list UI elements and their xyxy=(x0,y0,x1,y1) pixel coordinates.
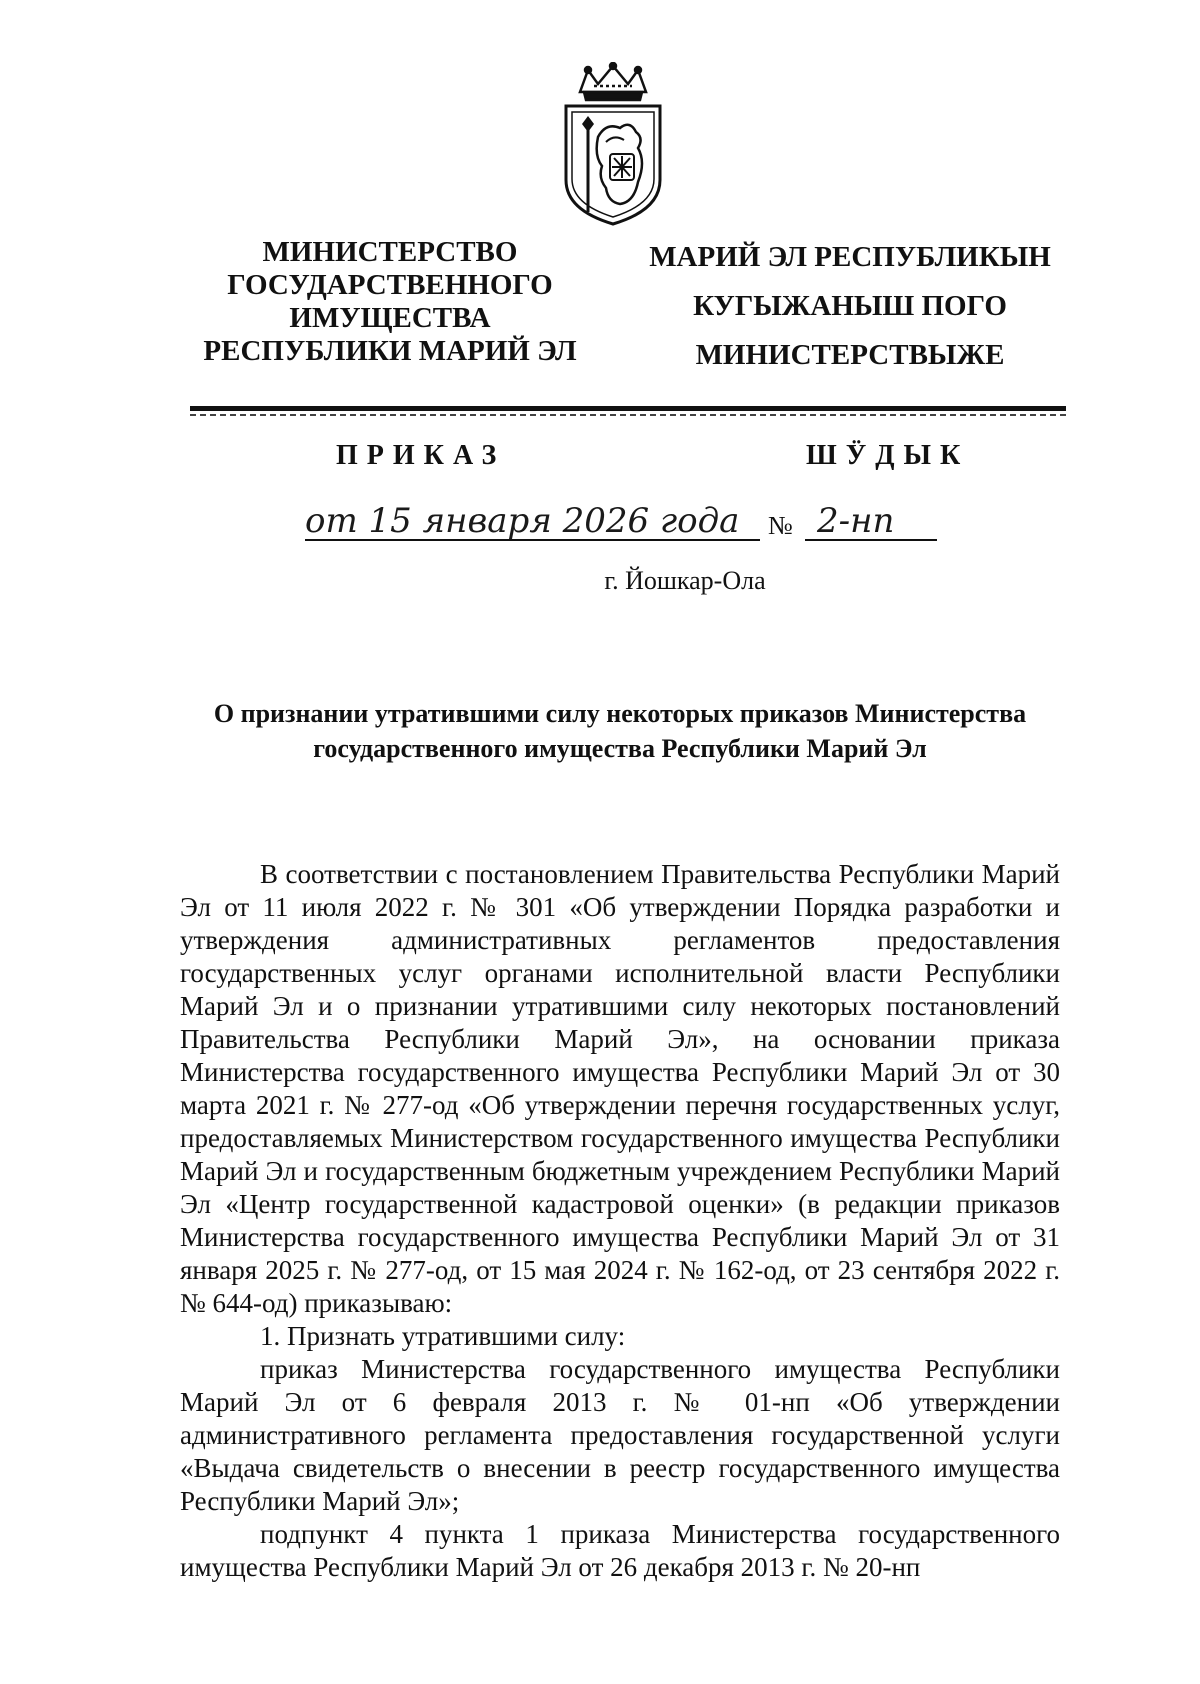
org-mari-line-3: МИНИСТЕРСТВЫЖЕ xyxy=(695,339,1005,371)
number-underline xyxy=(805,539,937,541)
handwritten-date: от 15 января 2026 года xyxy=(305,501,740,541)
item-1: 1. Признать утратившими силу: xyxy=(260,1321,626,1351)
handwritten-number: 2-нп xyxy=(817,501,895,541)
document-title xyxy=(170,696,1070,766)
header-divider-thick xyxy=(190,406,1066,411)
coat-of-arms-emblem xyxy=(558,62,668,227)
title-line-1: О признании утратившими силу некоторых приказов Министерства xyxy=(213,699,1027,728)
doc-kind-mari: ШӰДЫК xyxy=(806,440,970,471)
date-underline xyxy=(305,539,760,541)
org-ru-line-1: МИНИСТЕРСТВО xyxy=(262,236,518,268)
item-1-b: подпункт 4 пункта 1 приказа Министерства государственного имущества Республики Марий Эл от 26 декабря 2013 г. № 20-нп xyxy=(180,1519,1060,1582)
organization-name-russian xyxy=(195,236,585,368)
org-mari-line-2: КУГЫЖАНЫШ ПОГО xyxy=(693,290,1007,322)
preamble-paragraph: В соответствии с постановлением Правительства Республики Марий Эл от 11 июля 2022 г. № 301 «Об утверждении Порядка разработки и утверждения административных регламентов предоставления государственных услуг органами исполнительной власти Республики Марий Эл и о признании утратившими силу некоторых постановлений Правительства Республики Марий Эл», на основании приказа Министерства государственного имущества Республики Марий Эл от 30 марта 2021 г. № 277-од «Об утверждении перечня государственных услуг, предоставляемых Министерством государственного имущества Республики Марий Эл и государственным бюджетным учреждением Республики Марий Эл «Центр государственной кадастровой оценки» (в редакции приказов Министерства государственного имущества Республики Марий Эл от 31 января 2025 г. № 277-од, от 15 мая 2024 г. № 162-од, от 23 сентября 2022 г. № 644-од) приказываю: xyxy=(180,859,1060,1318)
organization-name-mari xyxy=(640,233,1060,380)
document-body xyxy=(180,858,1060,1584)
item-1-a: приказ Министерства государственного имущества Республики Марий Эл от 6 февраля 2013 г. № 01-нп «Об утверждении административного регламента предоставления государственной услуги «Выдача свидетельств о внесении в реестр государственного имущества Республики Марий Эл»; xyxy=(180,1354,1060,1516)
doc-kind-russian: ПРИКАЗ xyxy=(336,440,506,471)
org-ru-line-3: ИМУЩЕСТВА xyxy=(289,302,491,334)
org-mari-line-1: МАРИЙ ЭЛ РЕСПУБЛИКЫН xyxy=(649,241,1051,273)
title-line-2: государственного имущества Республики Марий Эл xyxy=(313,734,927,763)
org-ru-line-4: РЕСПУБЛИКИ МАРИЙ ЭЛ xyxy=(203,335,577,367)
date-number-line xyxy=(305,501,937,545)
header-divider-thin xyxy=(190,414,1066,416)
number-sign: № xyxy=(768,511,793,540)
city: г. Йошкар-Ола xyxy=(604,566,766,595)
org-ru-line-2: ГОСУДАРСТВЕННОГО xyxy=(227,269,553,301)
